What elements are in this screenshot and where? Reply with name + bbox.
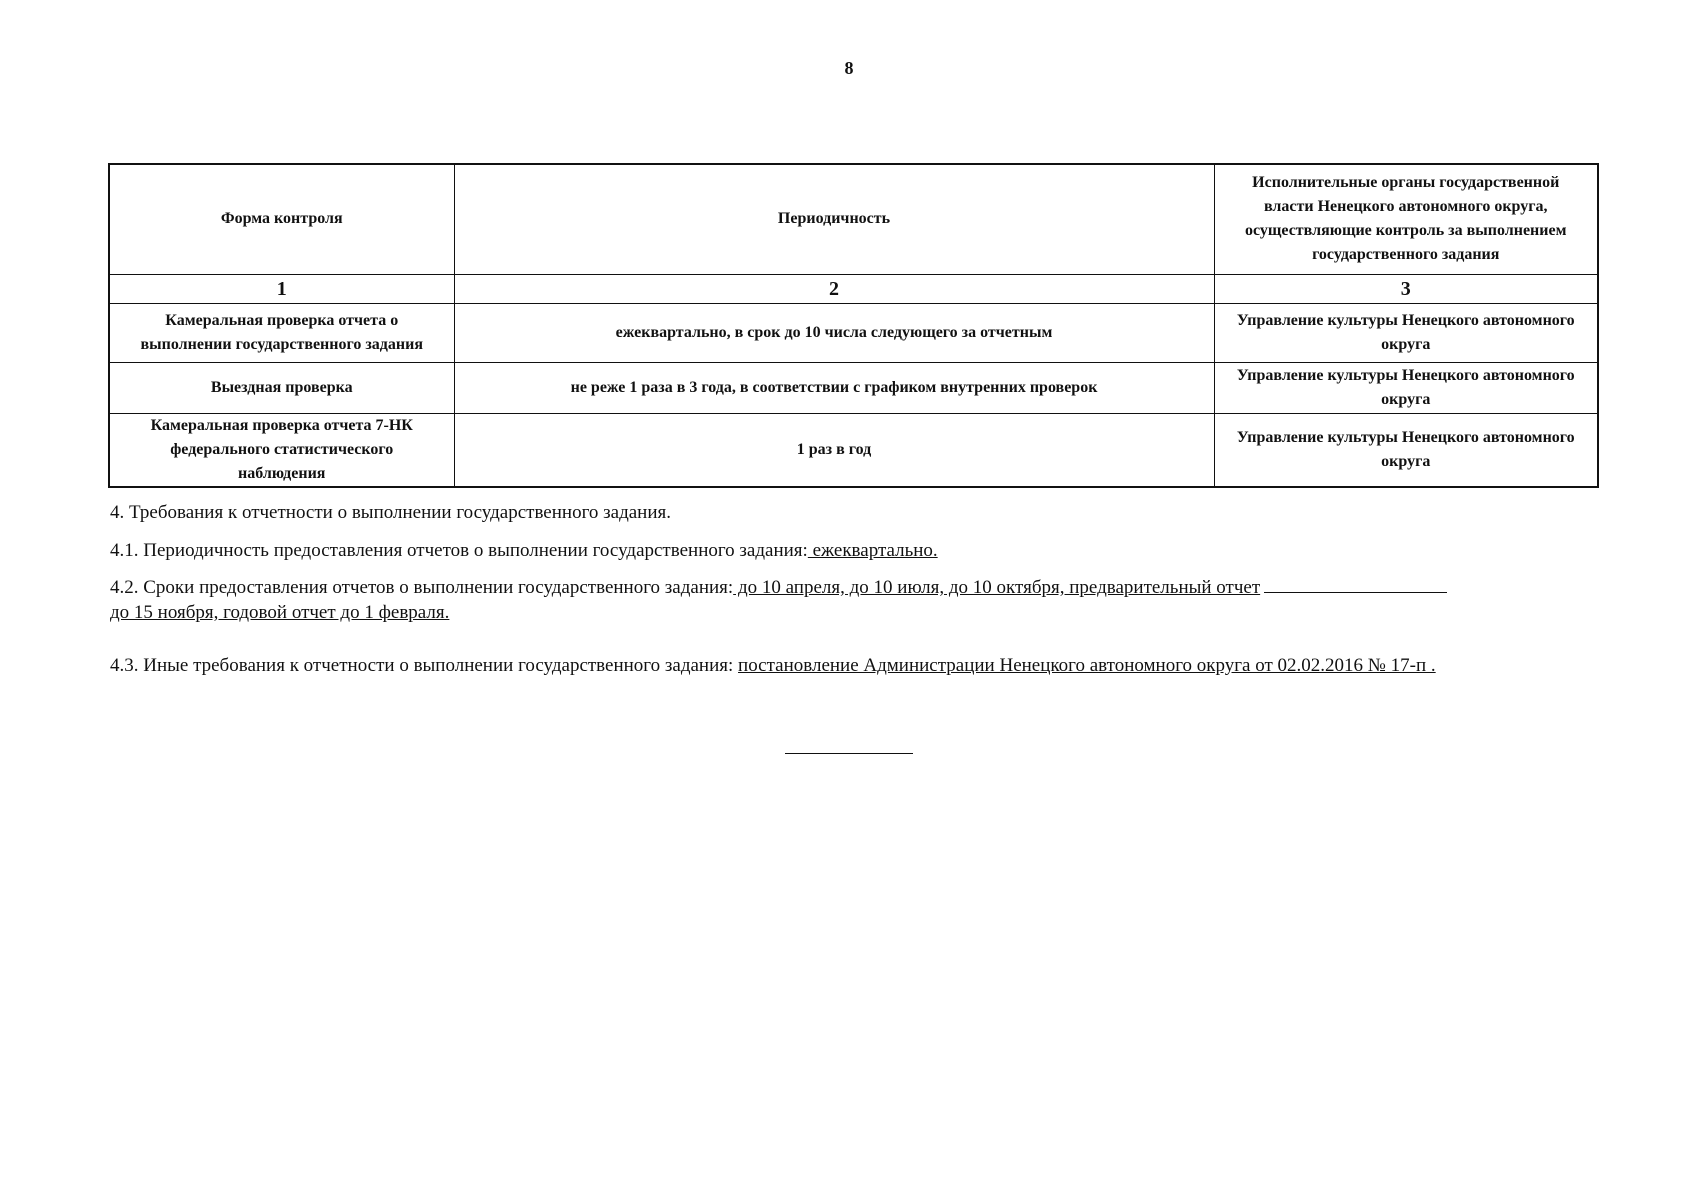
paragraph-4-2-value: до 10 апреля, до 10 июля, до 10 октября, предварительный отчет — [733, 577, 1261, 598]
header-form: Форма контроля — [109, 164, 454, 274]
table-row — [109, 413, 1598, 487]
paragraph-4-1-label: 4.1. Периодичность предоставления отчетов о выполнении государственного задания: — [110, 540, 808, 561]
end-separator-line — [785, 753, 913, 754]
cell-control-body: Управление культуры Ненецкого автономного округа — [1214, 413, 1598, 487]
paragraph-4-2-label: 4.2. Сроки предоставления отчетов о выполнении государственного задания: — [110, 577, 734, 598]
cell-periodicity: 1 раз в год — [454, 413, 1214, 487]
column-number: 2 — [454, 274, 1214, 303]
cell-form: Камеральная проверка отчета о выполнении государственного задания — [109, 303, 454, 362]
section-4-title: 4. Требования к отчетности о выполнении государственного задания. — [110, 502, 672, 523]
paragraph-4-2-continued — [110, 600, 449, 626]
paragraph-4-1-value: ежеквартально. — [807, 540, 938, 561]
paragraph-4-3-value: постановление Администрации Ненецкого автономного округа от 02.02.2016 № 17-п . — [738, 655, 1436, 676]
paragraph-4-1 — [110, 538, 938, 564]
header-periodicity: Периодичность — [454, 164, 1214, 274]
column-number: 3 — [1214, 274, 1598, 303]
cell-periodicity: ежеквартально, в срок до 10 числа следующего за отчетным — [454, 303, 1214, 362]
column-number-row — [109, 274, 1598, 303]
paragraph-4-2 — [110, 574, 1447, 601]
control-table — [108, 163, 1599, 488]
cell-form: Камеральная проверка отчета 7-НК федерального статистического наблюдения — [109, 413, 454, 487]
paragraph-4-3 — [110, 653, 1436, 679]
paragraph-4-2-value-continued: до 15 ноября, годовой отчет до 1 февраля. — [110, 602, 450, 623]
page-number: 8 — [844, 58, 854, 78]
cell-form: Выездная проверка — [109, 362, 454, 413]
column-number: 1 — [109, 274, 454, 303]
table-row — [109, 362, 1598, 413]
table-row — [109, 303, 1598, 362]
cell-control-body: Управление культуры Ненецкого автономного округа — [1214, 303, 1598, 362]
table-header-row — [109, 164, 1598, 274]
cell-control-body: Управление культуры Ненецкого автономного округа — [1214, 362, 1598, 413]
paragraph-4-3-label: 4.3. Иные требования к отчетности о выполнении государственного задания: — [110, 655, 734, 676]
header-control-body: Исполнительные органы государственной власти Ненецкого автономного округа, осуществляющие контроль за выполнением государственного задания — [1214, 164, 1598, 274]
cell-periodicity: не реже 1 раза в 3 года, в соответствии с графиком внутренних проверок — [454, 362, 1214, 413]
blank-fill-line — [1264, 574, 1447, 593]
